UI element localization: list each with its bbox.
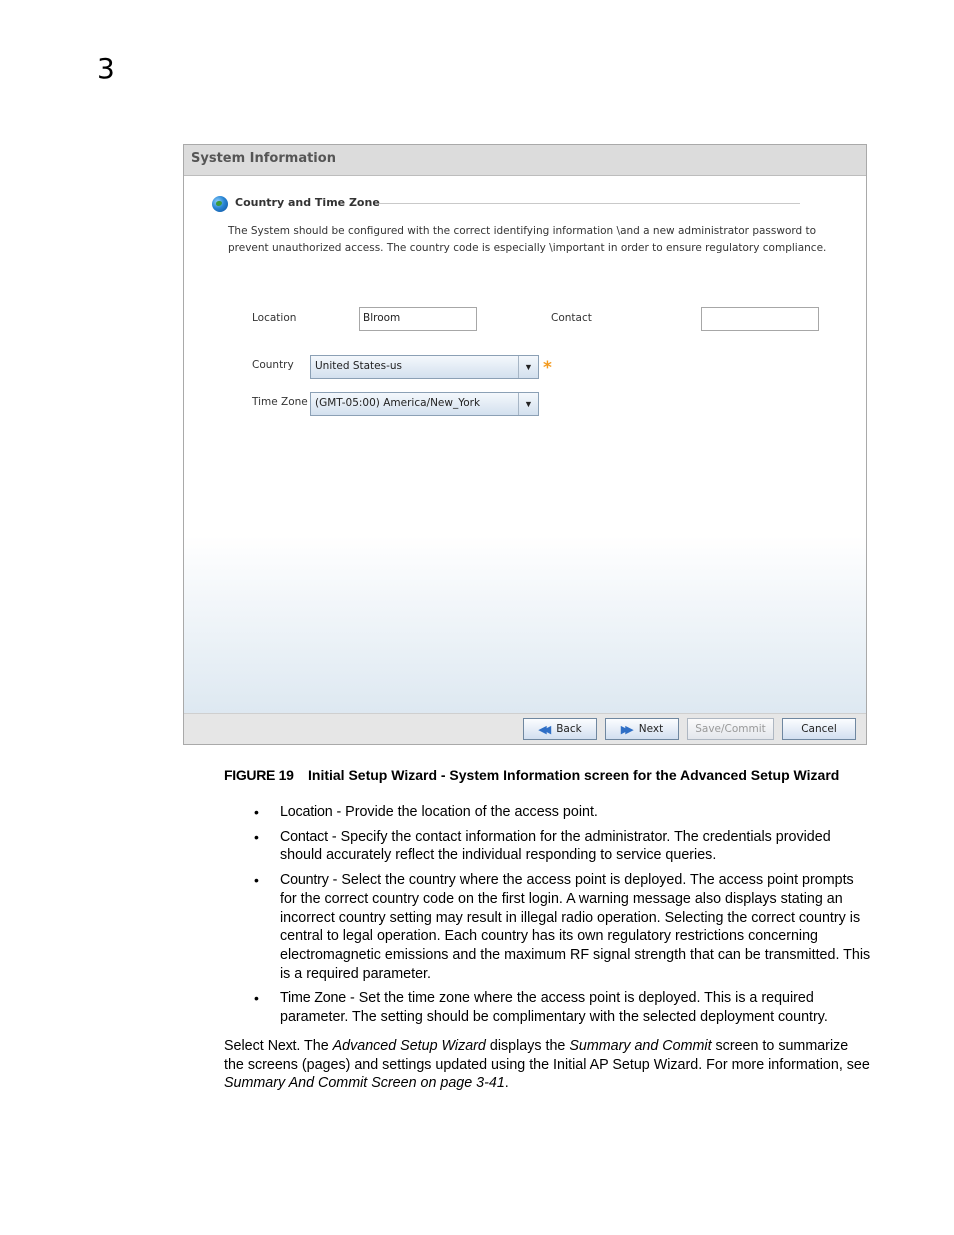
bullet-text: - Set the time zone where the access point is deployed. This is a required parameter. The setting should be complimentary with the selected deployment country. (280, 990, 828, 1026)
globe-icon (212, 196, 228, 212)
wizard-name: Advanced Setup Wizard (332, 1038, 486, 1054)
panel-body (184, 176, 866, 716)
bullet-term: Country (280, 872, 329, 889)
bullet-term: Time Zone (280, 990, 346, 1007)
bullet-text: - Provide the location of the access point. (332, 804, 598, 820)
chevron-down-icon[interactable]: ▼ (518, 393, 538, 415)
closing-text: . (504, 1075, 509, 1092)
next-term: Next (267, 1038, 297, 1054)
next-button-label: Next (638, 723, 664, 735)
closing-text: . The (296, 1038, 333, 1054)
section-header (212, 196, 800, 212)
save-commit-label: Save/Commit (695, 723, 766, 735)
timezone-label: Time Zone (252, 396, 308, 408)
bullet-icon: • (254, 872, 259, 889)
next-button[interactable] (605, 718, 679, 740)
bullet-term: Location (280, 804, 333, 820)
location-label: Location (252, 312, 297, 324)
chevron-down-icon[interactable]: ▼ (518, 356, 538, 378)
list-item (254, 871, 874, 983)
fast-forward-icon: ▶▶ (620, 722, 630, 736)
figure-caption (224, 767, 840, 783)
bullet-term: Contact (280, 828, 328, 845)
closing-text: Select (224, 1038, 268, 1054)
chapter-number: 3 (97, 52, 115, 85)
bullet-icon: • (254, 804, 259, 820)
bullet-text: - Specify the contact information for the administrator. The credentials provided should accurately reflect the individual responding to service queries. (280, 828, 831, 864)
bullet-icon: • (254, 828, 259, 845)
cancel-button[interactable] (782, 718, 856, 740)
section-title: Country and Time Zone (235, 196, 380, 209)
list-item (254, 803, 874, 822)
timezone-select[interactable] (310, 392, 539, 416)
closing-paragraph (224, 1037, 872, 1093)
figure-label: FIGURE 19 (224, 767, 294, 783)
closing-text: displays the (485, 1038, 570, 1054)
cross-reference-link[interactable]: Summary And Commit Screen on page 3-41 (224, 1075, 505, 1092)
save-commit-button[interactable] (687, 718, 774, 740)
panel-title: System Information (184, 145, 866, 176)
system-information-screenshot (183, 144, 867, 745)
figure-title: Initial Setup Wizard - System Information screen for the Advanced Setup Wizard (308, 767, 840, 783)
country-select[interactable] (310, 355, 539, 379)
country-label: Country (252, 359, 294, 371)
cancel-button-label: Cancel (801, 723, 837, 735)
parameter-list (254, 803, 874, 1033)
button-bar (184, 713, 866, 744)
bullet-icon: • (254, 990, 259, 1007)
required-marker: * (543, 358, 552, 378)
closing-text: screen to summarize the screens (pages) and settings updated using the Initial AP Setup Wizard. For more information, see (224, 1038, 870, 1073)
bullet-text: - Select the country where the access point is deployed. The access point prompts for the correct country code on the first login. A warning message also displays stating an incorrect country setting may result in illegal radio operation. Selecting the correct country is central to legal operation. Each country has its own regulatory restrictions concerning electromagnetic emissions and the maximum RF signal strength that can be transmitted. This is a required parameter. (280, 872, 871, 982)
contact-field[interactable] (701, 307, 819, 331)
country-value: United States-us (315, 360, 403, 372)
timezone-value: (GMT-05:00) America/New_York (315, 397, 481, 409)
summary-name: Summary and Commit (569, 1038, 712, 1054)
list-item (254, 828, 874, 865)
section-divider (379, 203, 800, 204)
list-item (254, 989, 874, 1026)
back-button-label: Back (556, 723, 582, 735)
rewind-icon: ◀◀ (538, 722, 548, 736)
contact-label: Contact (551, 312, 592, 324)
section-description: The System should be configured with the correct identifying information \and a new administrator password to prevent unauthorized access. The country code is especially \important in order to ensure regulatory compliance. (228, 225, 827, 254)
location-field[interactable]: Blroom (359, 307, 477, 331)
back-button[interactable] (523, 718, 597, 740)
